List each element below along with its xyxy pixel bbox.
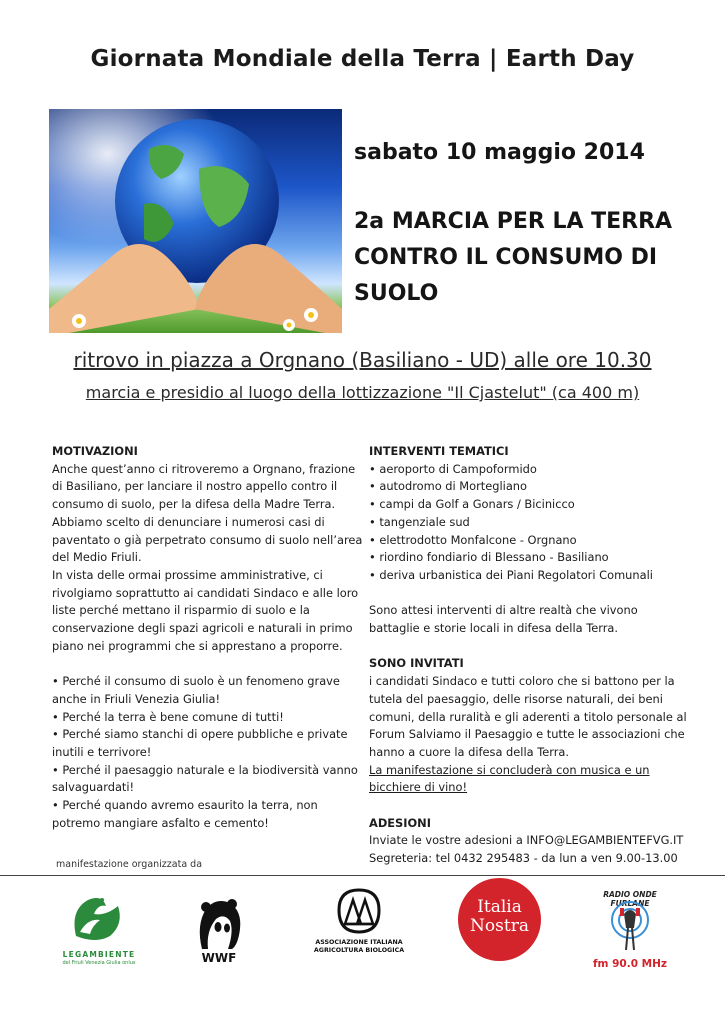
italia-nostra-line: Italia — [477, 897, 522, 917]
paragraph-line: consumo di suolo, per la difesa della Madre Terra. — [52, 497, 336, 512]
paragraph-line: Anche quest’anno ci ritroveremo a Orgnano, frazione — [52, 461, 356, 476]
reason-line: • Perché siamo stanchi di opere pubbliche e private — [52, 727, 348, 742]
paragraph-line: Sono attesi interventi di altre realtà che vivono — [369, 603, 638, 618]
reason-line: salvaguardati! — [52, 780, 135, 795]
march-title-line: SUOLO — [354, 281, 439, 306]
section-heading: INTERVENTI TEMATICI — [369, 444, 509, 458]
paragraph-line: liste perché mettano il risparmio di suolo e la — [52, 603, 310, 618]
paragraph-line: battaglie e storie locali in difesa della Terra. — [369, 621, 619, 636]
reason-line: anche in Friuli Venezia Giulia! — [52, 691, 221, 706]
reason-line: • Perché quando avremo esaurito la terra, non — [52, 798, 318, 813]
radio-frequency: fm 90.0 MHz — [592, 958, 668, 970]
list-item: • autodromo di Mortegliano — [369, 479, 527, 494]
aiab-name-line: AGRICOLTURA BIOLOGICA — [313, 947, 405, 954]
interventi-section — [369, 443, 687, 868]
section-heading: ADESIONI — [369, 815, 431, 830]
reason-line: inutili e terrivore! — [52, 744, 152, 759]
list-item: • deriva urbanistica dei Piani Regolatori Comunali — [369, 567, 653, 582]
section-heading: MOTIVAZIONI — [52, 444, 138, 458]
panda-icon — [194, 895, 244, 951]
adesioni-phone-line: Segreteria: tel 0432 295483 - da lun a ven 9.00-13.00 — [369, 851, 678, 866]
list-item: • riordino fondiario di Blessano - Basiliano — [369, 550, 609, 565]
aiab-name-line: ASSOCIAZIONE ITALIANA — [315, 939, 403, 946]
section-heading: SONO INVITATI — [369, 656, 464, 671]
footer-divider — [0, 875, 725, 876]
paragraph-line: i candidati Sindaco e tutti coloro che si battono per la — [369, 674, 675, 689]
paragraph-line: piano nei programmi che si apprestano a proporre. — [52, 638, 343, 653]
legambiente-name: LEGAMBIENTE — [62, 950, 136, 959]
reason-line: • Perché la terra è bene comune di tutti! — [52, 709, 284, 724]
aiab-logo — [305, 884, 413, 962]
legambiente-subtitle: del Friuli Venezia Giulia onlus — [62, 960, 136, 966]
radio-tower-icon — [584, 900, 676, 956]
march-presidio: marcia e presidio al luogo della lottizzazione "Il Cjastelut" (ca 400 m) — [85, 383, 640, 402]
event-date: sabato 10 maggio 2014 — [354, 140, 645, 165]
organized-by-label: manifestazione organizzata da — [56, 859, 203, 870]
list-item: • campi da Golf a Gonars / Bicinicco — [369, 497, 575, 512]
wwf-name: WWF — [201, 951, 237, 965]
paragraph-line: conservazione degli spazi agricoli e naturali in primo — [52, 621, 353, 636]
paragraph-line: In vista delle ormai prossime amministrative, ci — [52, 567, 323, 582]
italia-nostra-line: Nostra — [470, 916, 529, 936]
march-title — [354, 204, 704, 312]
reason-line: • Perché il paesaggio naturale e la biodiversità vanno — [52, 762, 358, 777]
adesioni-email-line[interactable]: Inviate le vostre adesioni a INFO@LEGAMBIENTEFVG.IT — [369, 833, 684, 848]
list-item: • aeroporto di Campoformido — [369, 461, 537, 476]
radio-onde-furlane-logo — [584, 890, 676, 974]
paragraph-line: Forum Salviamo il Paesaggio e tutte le associazioni che — [369, 727, 685, 742]
reason-line: potremo mangiare asfalto e cemento! — [52, 815, 269, 830]
paragraph-line: paventato o già perpetrato consumo di suolo nell’area — [52, 532, 363, 547]
page-title: Giornata Mondiale della Terra | Earth Day — [90, 46, 635, 72]
legambiente-logo — [40, 888, 158, 968]
italia-nostra-logo — [458, 878, 541, 961]
paragraph-line: hanno a cuore la difesa della Terra. — [369, 744, 570, 759]
aiab-emblem-icon — [305, 884, 413, 936]
meeting-point: ritrovo in piazza a Orgnano (Basiliano - UD) alle ore 10.30 — [73, 348, 652, 372]
closing-line: La manifestazione si concluderà con musica e un — [369, 762, 650, 777]
march-title-line: CONTRO IL CONSUMO DI — [354, 245, 658, 270]
paragraph-line: del Medio Friuli. — [52, 550, 142, 565]
swan-icon — [40, 888, 158, 948]
march-title-line: 2a MARCIA PER LA TERRA — [354, 209, 673, 234]
earth-in-hands-image — [49, 109, 342, 333]
list-item: • elettrodotto Monfalcone - Orgnano — [369, 532, 577, 547]
list-item: • tangenziale sud — [369, 514, 470, 529]
radio-name: RADIO ONDE FURLANE — [603, 890, 657, 908]
paragraph-line: tutela del paesaggio, delle risorse naturali, dei beni — [369, 691, 663, 706]
paragraph-line: rivolgiamo soprattutto ai candidati Sindaco e alle loro — [52, 585, 359, 600]
reason-line: • Perché il consumo di suolo è un fenomeno grave — [52, 674, 340, 689]
closing-line: bicchiere di vino! — [369, 780, 468, 795]
paragraph-line: Abbiamo scelto di denunciare i numerosi casi di — [52, 514, 325, 529]
motivazioni-section — [52, 443, 363, 832]
paragraph-line: di Basiliano, per lanciare il nostro appello contro il — [52, 479, 338, 494]
paragraph-line: comuni, della ruralità e gli aderenti a titolo personale al — [369, 709, 687, 724]
wwf-logo — [194, 895, 244, 967]
